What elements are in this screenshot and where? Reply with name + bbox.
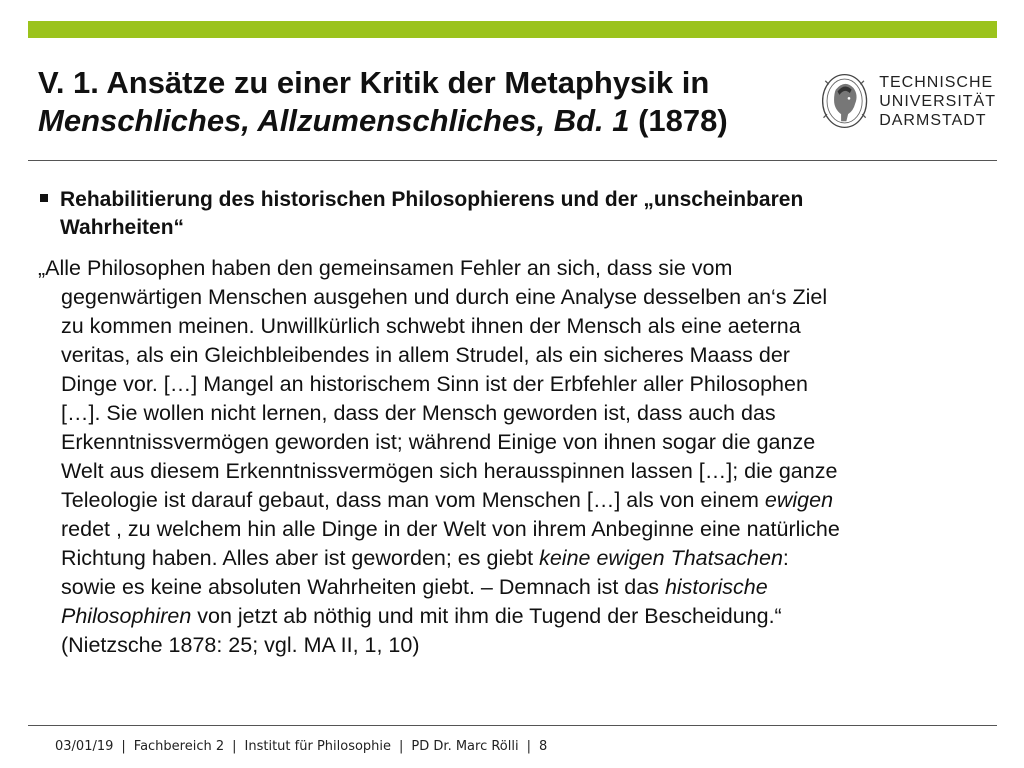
quote-text: sowie es keine absoluten Wahrheiten giebt. – Demnach ist das	[61, 575, 665, 599]
bullet-point	[36, 186, 976, 242]
quote-line	[38, 486, 988, 515]
quote-line: gegenwärtigen Menschen ausgehen und durch eine Analyse desselben an‘s Ziel	[61, 285, 828, 309]
quote-text: von jetzt ab nöthig und mit ihm die Tugend der Bescheidung.“	[191, 604, 782, 628]
footer-page-number: 8	[538, 739, 548, 754]
quote-line: „Alle Philosophen haben den gemeinsamen Fehler an sich, dass sie vom	[38, 256, 733, 280]
slide-title	[38, 64, 808, 140]
logo-text-line-3: DARMSTADT	[879, 111, 987, 129]
title-line-1: V. 1. Ansätze zu einer Kritik der Metaphysik in	[38, 65, 710, 100]
quote-line: Dinge vor. […] Mangel an historischem Sinn ist der Erbfehler aller Philosophen	[61, 372, 808, 396]
bullet-text-line-2: Wahrheiten“	[60, 216, 185, 239]
quote-emphasis: historische	[664, 575, 768, 599]
quote-line: veritas, als ein Gleichbleibendes in allem Strudel, als ein sicheres Maass der	[61, 343, 790, 367]
nietzsche-quote	[38, 254, 988, 660]
title-line-2	[38, 102, 808, 140]
university-name	[879, 73, 996, 130]
quote-line	[38, 573, 988, 602]
quote-line: Erkenntnissvermögen geworden ist; während Einige von ihnen sogar die ganze	[61, 430, 816, 454]
title-book-name: Menschliches, Allzumenschliches, Bd. 1	[38, 103, 630, 138]
quote-line: Welt aus diesem Erkenntnissvermögen sich herausspinnen lassen […]; die ganze	[61, 459, 838, 483]
quote-line	[38, 602, 988, 631]
footer-date: 03/01/19	[55, 739, 114, 754]
quote-line: […]. Sie wollen nicht lernen, dass der Mensch geworden ist, dass auch das	[61, 401, 776, 425]
athena-head-emblem-icon	[820, 68, 869, 134]
quote-citation: (Nietzsche 1878: 25; vgl. MA II, 1, 10)	[61, 633, 420, 657]
footer-author: PD Dr. Marc Rölli	[411, 739, 519, 754]
quote-emphasis: Philosophiren	[61, 604, 192, 628]
quote-emphasis: ewigen	[764, 488, 834, 512]
quote-line	[38, 544, 988, 573]
slide-footer	[55, 739, 547, 754]
quote-text: :	[782, 546, 789, 570]
footer-separator: |	[526, 739, 531, 754]
title-year: (1878)	[629, 103, 728, 138]
accent-bar	[28, 21, 997, 38]
quote-emphasis: keine ewigen Thatsachen	[539, 546, 783, 570]
quote-text: Teleologie ist darauf gebaut, dass man vom Menschen […] als von einem	[61, 488, 765, 512]
logo-text-line-1: TECHNISCHE	[879, 73, 994, 91]
square-bullet-icon	[40, 194, 48, 202]
footer-separator: |	[232, 739, 237, 754]
footer-institute: Institut für Philosophie	[244, 739, 392, 754]
logo-text-line-2: UNIVERSITÄT	[879, 92, 996, 110]
quote-text: Richtung haben. Alles aber ist geworden; es giebt	[61, 546, 540, 570]
header-divider	[28, 160, 997, 161]
bullet-text-line-1: Rehabilitierung des historischen Philosophierens und der „unscheinbaren	[60, 188, 804, 211]
footer-separator: |	[121, 739, 126, 754]
bullet-text	[60, 186, 976, 242]
footer-separator: |	[399, 739, 404, 754]
quote-line: redet , zu welchem hin alle Dinge in der Welt von ihrem Anbeginne eine natürliche	[61, 517, 840, 541]
quote-line: zu kommen meinen. Unwillkürlich schwebt ihnen der Mensch als eine aeterna	[61, 314, 801, 338]
footer-department: Fachbereich 2	[133, 739, 225, 754]
university-logo	[806, 58, 996, 144]
footer-divider	[28, 725, 997, 726]
